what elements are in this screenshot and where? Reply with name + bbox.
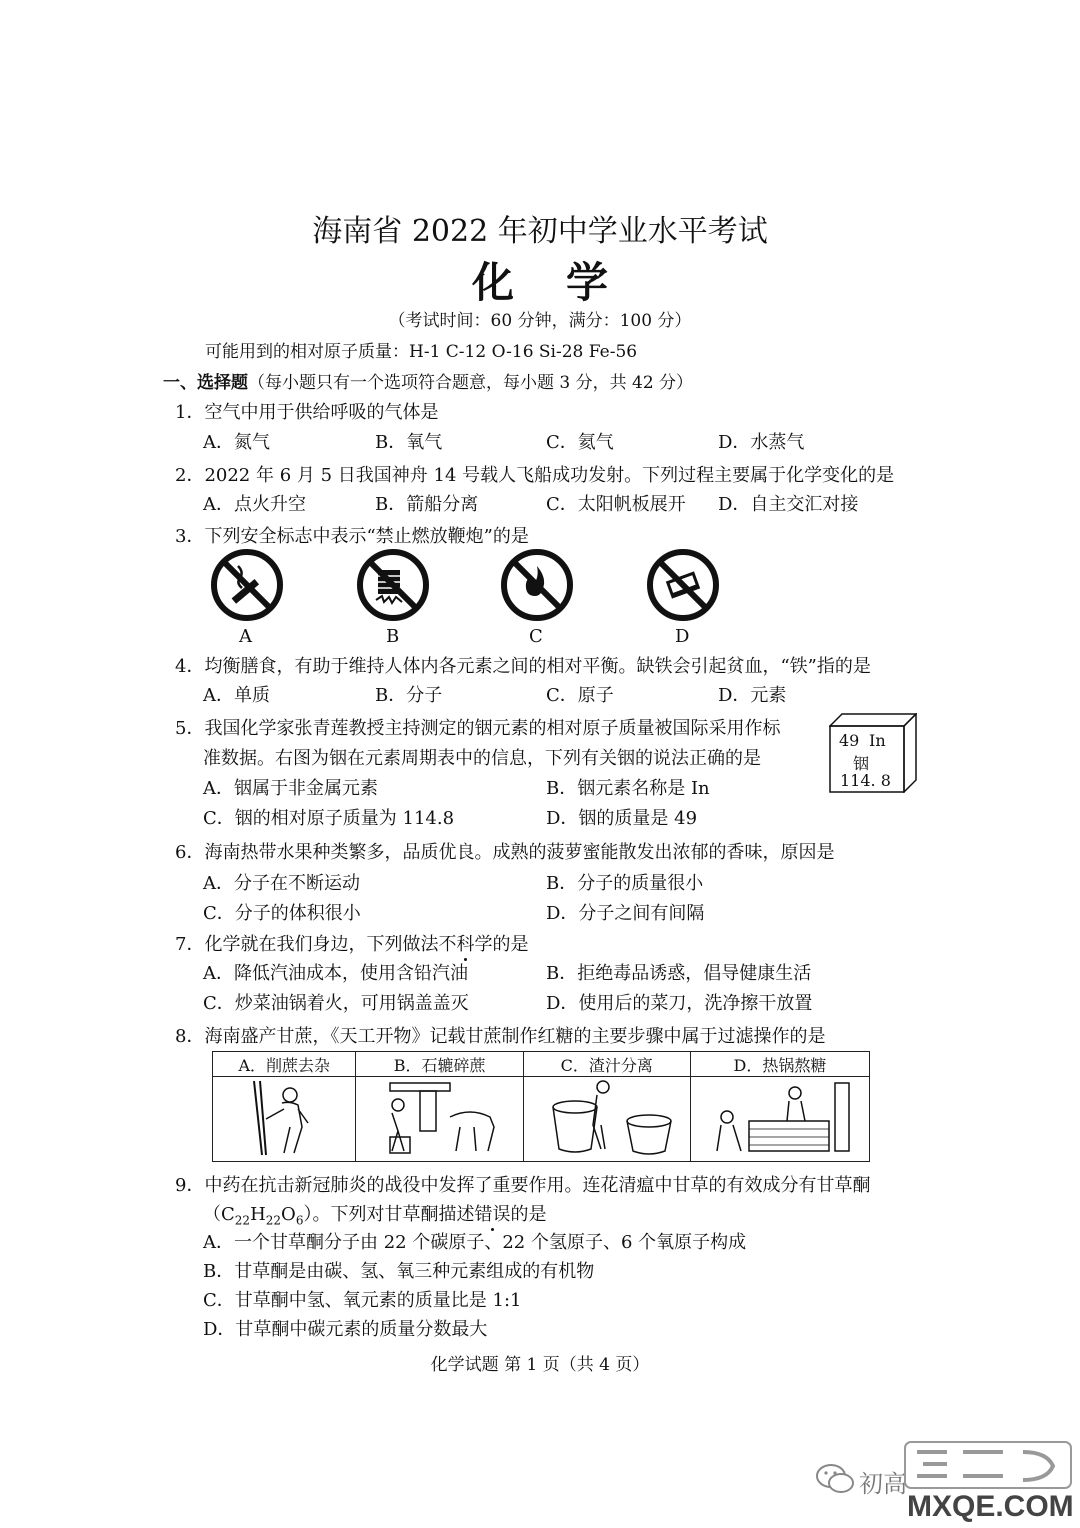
page-footer: 化学试题 第 1 页（共 4 页） — [430, 1355, 650, 1375]
q7-emphasis — [438, 934, 492, 955]
q5-option-d: D．铟的质量是 49 — [546, 808, 698, 829]
q7-option-b: B．拒绝毒品诱惑，倡导健康生活 — [546, 963, 812, 984]
watermark-left-text: 初高 — [859, 1470, 907, 1498]
q9-formula-o: O — [281, 1204, 296, 1225]
q9-option-c: C．甘草酮中氢、氧元素的质量比是 1:1 — [203, 1290, 522, 1311]
watermark-logo-icon — [903, 1440, 1073, 1490]
q9-stem-text: ）。下列对甘草酮描述 — [303, 1204, 475, 1225]
q9-formula-c-sub: 22 — [234, 1213, 251, 1228]
q9-emphasis: 错误 — [474, 1204, 511, 1225]
q8-option-d: D．热锅熬糖 — [690, 1052, 869, 1077]
wechat-icon — [815, 1462, 855, 1496]
q8-stem: 8．海南盛产甘蔗，《天工开物》记载甘蔗制作红糖的主要步骤中属于过滤操作的是 — [175, 1026, 826, 1047]
cutting-cane-illustration-icon — [224, 1077, 344, 1157]
q7-stem-tail: 的是 — [492, 934, 529, 955]
element-name: 铟 — [853, 754, 870, 773]
q5-stem-line1: 5．我国化学家张青莲教授主持测定的铟元素的相对原子质量被国际采用作标 — [175, 718, 781, 739]
q8-option-a: A．削蔗去杂 — [213, 1052, 356, 1077]
q1-stem: 1．空气中用于供给呼吸的气体是 — [175, 402, 439, 423]
no-fire-sign-icon — [500, 548, 574, 622]
q9-formula-h-sub: 22 — [265, 1213, 282, 1228]
q1-option-d: D．水蒸气 — [718, 432, 805, 453]
exam-info: （考试时间：60 分钟，满分：100 分） — [388, 311, 692, 331]
q1-option-a: A．氮气 — [203, 432, 270, 453]
section-heading — [163, 368, 693, 393]
q9-option-a: A．一个甘草酮分子由 22 个碳原子、22 个氢原子、6 个氧原子构成 — [203, 1232, 747, 1253]
q4-option-d: D．元素 — [718, 685, 787, 706]
q8-option-b: B．石辘碎蔗 — [356, 1052, 523, 1077]
q6-option-b: B．分子的质量很小 — [546, 873, 704, 894]
indium-element-card — [829, 713, 917, 793]
q9-formula-h: H — [250, 1204, 266, 1225]
q3-option-b: B — [386, 626, 400, 647]
subject-title: 化学 — [471, 258, 660, 307]
atomic-masses: 可能用到的相对原子质量：H-1 C-12 O-16 Si-28 Fe-56 — [205, 342, 638, 362]
q5-stem-line2: 准数据。右图为铟在元素周期表中的信息，下列有关铟的说法正确的是 — [203, 748, 761, 769]
q9-stem-line1: 9．中药在抗击新冠肺炎的战役中发挥了重要作用。连花清瘟中甘草的有效成分有甘草酮 — [175, 1175, 871, 1196]
q9-formula-o-sub: 6 — [295, 1213, 304, 1228]
boiling-sugar-illustration-icon — [705, 1077, 855, 1157]
q1-option-c: C．氦气 — [546, 432, 614, 453]
sugar-steps-table — [212, 1051, 870, 1162]
q8-illustration-a — [213, 1077, 356, 1162]
watermark — [815, 1440, 1080, 1528]
q9-stem-tail: 的是 — [510, 1204, 547, 1225]
element-symbol: In — [869, 731, 886, 750]
q6-option-d: D．分子之间有间隔 — [546, 903, 705, 924]
q1-option-b: B．氧气 — [375, 432, 443, 453]
q3-option-d: D — [675, 626, 690, 647]
q7-option-a: A．降低汽油成本，使用含铅汽油 — [203, 963, 468, 984]
section-note: （每小题只有一个选项符合题意，每小题 3 分，共 42 分） — [248, 373, 694, 393]
q2-option-b: B．箭船分离 — [375, 494, 479, 515]
q7-option-c: C．炒菜油锅着火，可用锅盖盖灭 — [203, 993, 469, 1014]
element-mass: 114. 8 — [840, 771, 891, 790]
q7-emphasis-text: 不科学 — [438, 934, 493, 955]
q4-option-a: A．单质 — [203, 685, 270, 706]
q5-option-a: A．铟属于非金属元素 — [203, 778, 378, 799]
q9-option-b: B．甘草酮是由碳、氢、氧三种元素组成的有机物 — [203, 1261, 595, 1282]
q5-option-b: B．铟元素名称是 In — [546, 778, 710, 799]
q8-illustration-d — [690, 1077, 869, 1162]
q2-option-a: A．点火升空 — [203, 494, 306, 515]
q9-option-d: D．甘草酮中碳元素的质量分数最大 — [203, 1319, 488, 1340]
q7-stem — [175, 930, 528, 956]
section-label: 一、选择题 — [163, 373, 248, 393]
no-firecrackers-sign-icon — [356, 548, 430, 622]
q7-option-d: D．使用后的菜刀，洗净擦干放置 — [546, 993, 813, 1014]
crushing-cane-illustration-icon — [370, 1077, 510, 1157]
q3-option-a: A — [239, 626, 252, 647]
q6-stem: 6．海南热带水果种类繁多，品质优良。成熟的菠萝蜜能散发出浓郁的香味，原因是 — [175, 842, 835, 863]
exam-title: 海南省 2022 年初中学业水平考试 — [312, 214, 768, 249]
q2-stem: 2．2022 年 6 月 5 日我国神舟 14 号载人飞船成功发射。下列过程主要属于化学变化的是 — [175, 465, 895, 486]
no-smoking-sign-icon — [210, 548, 284, 622]
q6-option-c: C．分子的体积很小 — [203, 903, 361, 924]
q8-illustration-b — [356, 1077, 523, 1162]
q3-option-c: C — [529, 626, 543, 647]
q2-option-c: C．太阳帆板展开 — [546, 494, 686, 515]
q2-option-d: D．自主交汇对接 — [718, 494, 859, 515]
q4-option-c: C．原子 — [546, 685, 614, 706]
q6-option-a: A．分子在不断运动 — [203, 873, 360, 894]
separating-juice-illustration-icon — [537, 1077, 677, 1157]
q8-illustration-c — [523, 1077, 690, 1162]
q4-stem: 4．均衡膳食，有助于维持人体内各元素之间的相对平衡。缺铁会引起贫血，“铁”指的是 — [175, 656, 871, 677]
q5-option-c: C．铟的相对原子质量为 114.8 — [203, 808, 455, 829]
q9-stem-line2 — [203, 1200, 546, 1228]
q8-option-c: C．渣汁分离 — [523, 1052, 690, 1077]
q3-stem: 3．下列安全标志中表示“禁止燃放鞭炮”的是 — [175, 526, 529, 547]
q4-option-b: B．分子 — [375, 685, 443, 706]
no-matches-sign-icon — [646, 548, 720, 622]
q9-formula-open: （C — [203, 1204, 235, 1225]
watermark-right-text: MXQE.COM — [907, 1490, 1074, 1523]
q7-stem-text: 7．化学就在我们身边，下列做法 — [175, 934, 439, 955]
element-number: 49 — [839, 731, 860, 750]
